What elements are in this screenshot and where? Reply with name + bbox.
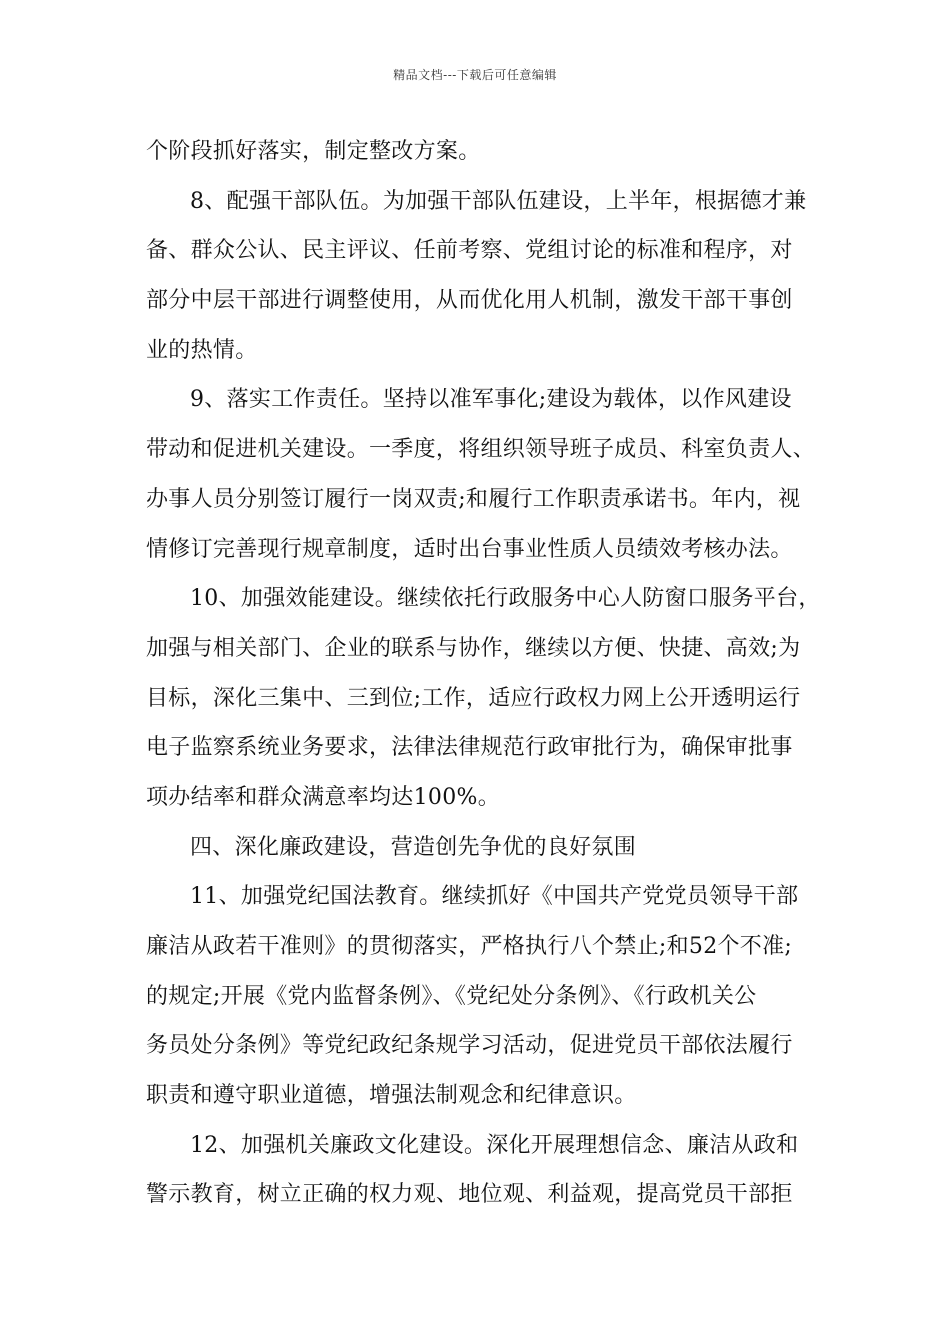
text-line: 目标，深化三集中、三到位;工作，适应行政权力网上公开透明运行 (146, 685, 801, 711)
page-header: 精品文档---下载后可任意编辑 (393, 68, 557, 82)
text-line: 8、配强干部队伍。为加强干部队伍建设，上半年，根据德才兼 (190, 188, 807, 214)
text-line: 11、加强党纪国法教育。继续抓好《中国共产党党员领导干部 (190, 884, 799, 910)
text-line: 个阶段抓好落实，制定整改方案。 (146, 139, 481, 164)
text-line: 警示教育，树立正确的权力观、地位观、利益观，提高党员干部拒 (146, 1182, 793, 1208)
text-line: 备、群众公认、民主评议、任前考察、党组讨论的标准和程序，对 (146, 238, 793, 264)
text-line: 项办结率和群众满意率均达100%。 (146, 784, 500, 810)
text-line: 12、加强机关廉政文化建设。深化开展理想信念、廉洁从政和 (190, 1132, 799, 1158)
text-line: 部分中层干部进行调整使用，从而优化用人机制，激发干部干事创 (146, 288, 793, 314)
text-line: 业的热情。 (146, 337, 258, 363)
text-line: 电子监察系统业务要求，法律法律规范行政审批行为，确保审批事 (146, 735, 793, 761)
text-line: 加强与相关部门、企业的联系与协作，继续以方便、快捷、高效;为 (146, 635, 801, 661)
text-line: 廉洁从政若干准则》的贯彻落实，严格执行八个禁止;和52个不准; (146, 934, 793, 959)
text-line: 的规定;开展《党内监督条例》、《党纪处分条例》、《行政机关公 (146, 983, 757, 1009)
text-line: 务员处分条例》等党纪政纪条规学习活动，促进党员干部依法履行 (146, 1033, 793, 1059)
text-line: 情修订完善现行规章制度，适时出台事业性质人员绩效考核办法。 (146, 536, 793, 562)
text-line: 带动和促进机关建设。一季度，将组织领导班子成员、科室负责人、 (146, 437, 816, 463)
text-line: 10、加强效能建设。继续依托行政服务中心人防窗口服务平台， (190, 586, 821, 612)
text-line: 职责和遵守职业道德，增强法制观念和纪律意识。 (146, 1083, 637, 1109)
text-line: 四、深化廉政建设，营造创先争优的良好氛围 (190, 834, 637, 860)
text-line: 9、落实工作责任。坚持以准军事化;建设为载体，以作风建设 (190, 387, 792, 413)
text-line: 办事人员分别签订履行一岗双责;和履行工作职责承诺书。年内，视 (146, 486, 801, 512)
document-body (146, 132, 826, 1225)
